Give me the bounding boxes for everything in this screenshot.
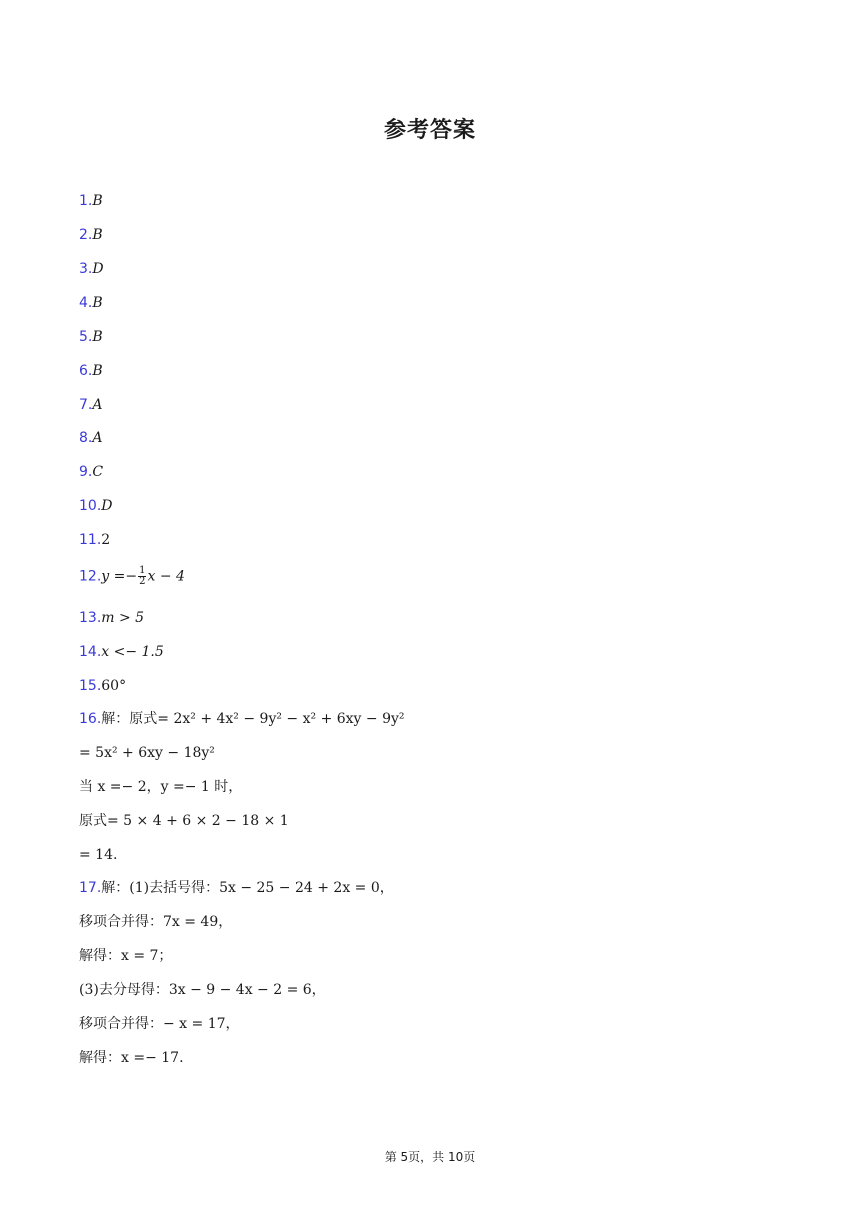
- answer-17-line-6: 解得：x =− 17.: [79, 1050, 184, 1066]
- answer-13: 13.m > 5: [79, 610, 145, 626]
- answer-16-line-2: = 5x² + 6xy − 18y²: [79, 745, 215, 761]
- answer-9: 9.C: [79, 464, 104, 480]
- answer-4: 4.B: [79, 295, 103, 311]
- answer-17-line-3: 解得：x = 7；: [79, 948, 173, 964]
- answer-17-line-4: (3)去分母得：3x − 9 − 4x − 2 = 6，: [79, 982, 326, 998]
- answer-16-line-5: = 14.: [79, 847, 118, 863]
- answer-16-line-3: 当 x =− 2，y =− 1 时，: [79, 779, 243, 795]
- page-footer: 第 5页，共 10页: [384, 1150, 476, 1164]
- answer-17-line-2: 移项合并得：7x = 49，: [79, 914, 233, 930]
- answer-8: 8.A: [79, 430, 103, 446]
- page-title: 参考答案: [383, 118, 476, 143]
- answer-5: 5.B: [79, 329, 103, 345]
- answer-3: 3.D: [79, 261, 104, 277]
- answer-16-line-4: 原式= 5 × 4 + 6 × 2 − 18 × 1: [79, 813, 289, 829]
- fraction: $\frac{1}{2}$: [139, 565, 146, 587]
- answer-16-line-1: 16.解：原式= 2x² + 4x² − 9y² − x² + 6xy − 9y²: [79, 711, 405, 727]
- answer-2: 2.B: [79, 227, 103, 243]
- answer-7: 7.A: [79, 397, 103, 413]
- answer-17-line-1: 17.解：(1)去括号得：5x − 25 − 24 + 2x = 0，: [79, 880, 394, 896]
- answer-1: 1.B: [79, 193, 103, 209]
- answer-11: 11.2: [79, 532, 111, 548]
- answer-6: 6.B: [79, 363, 103, 379]
- answer-15: 15.60°: [79, 678, 127, 694]
- answer-17-line-5: 移项合并得：− x = 17，: [79, 1016, 240, 1032]
- answer-10: 10.D: [79, 498, 113, 514]
- answer-12: 12.y =− $\frac{1}{2}$ x − 4: [79, 565, 185, 587]
- answer-14: 14.x <− 1.5: [79, 644, 164, 660]
